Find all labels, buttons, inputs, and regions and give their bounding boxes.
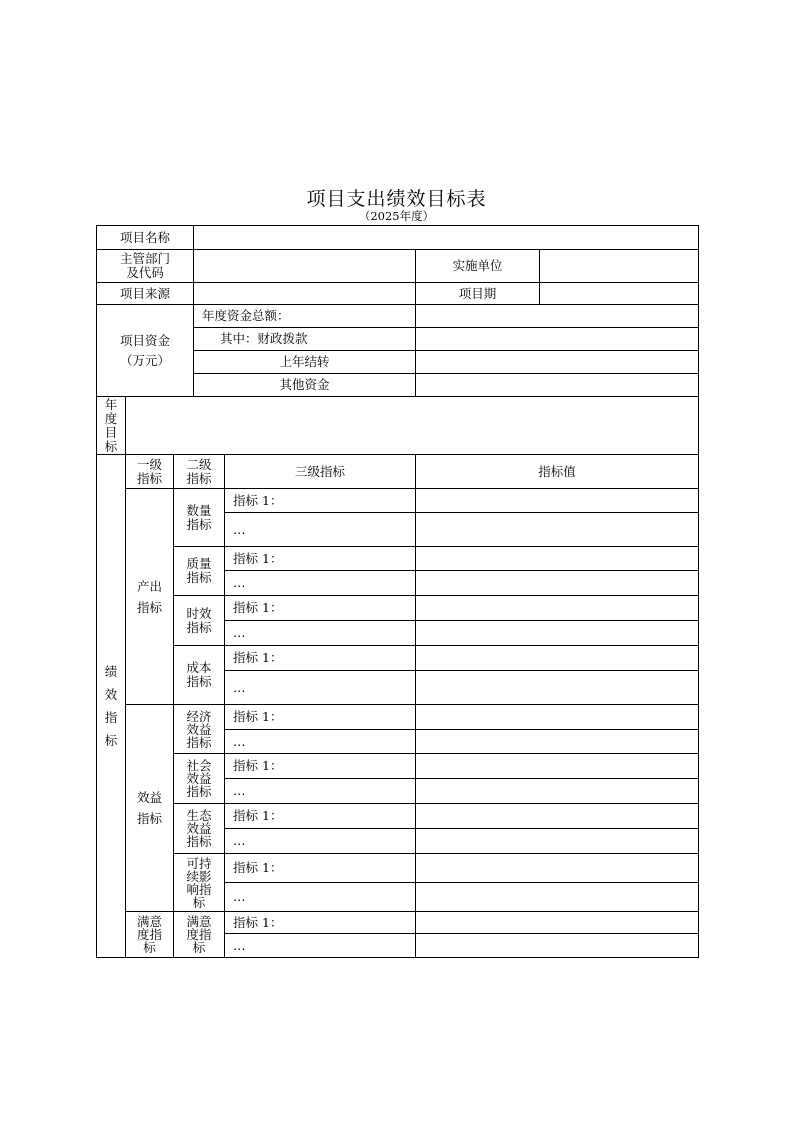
- annual-goal-char: 度: [104, 411, 118, 426]
- level2-header-line: 指标: [186, 470, 212, 486]
- indicator-value-cell[interactable]: [416, 779, 699, 804]
- indicator-value-cell[interactable]: [416, 804, 699, 829]
- dept-label-line2: 及代码: [126, 265, 164, 280]
- economic-label-line: 效益: [186, 721, 212, 737]
- indicator-value-cell[interactable]: [416, 596, 699, 621]
- indicator-ellipsis: …: [225, 621, 416, 646]
- satisfaction1-label-line: 满意: [136, 914, 162, 929]
- satisfaction-level1-label: [126, 912, 174, 958]
- annual-goal-label: [97, 397, 126, 455]
- quality-label-line: 指标: [186, 570, 212, 585]
- dept-label-line1: 主管部门: [120, 251, 171, 266]
- level3-header: 三级指标: [225, 455, 416, 489]
- quantity-indicator-label: [174, 489, 225, 547]
- perf-char: 效: [104, 687, 118, 702]
- social-label-line: 指标: [186, 784, 212, 799]
- indicator-value-cell[interactable]: [416, 854, 699, 883]
- indicator-item: 指标 1：: [225, 754, 416, 779]
- satisfaction2-label-line: 标: [192, 940, 206, 955]
- satisfaction2-label-line: 度指: [186, 927, 212, 942]
- satisfaction2-label-line: 满意: [186, 914, 212, 929]
- quality-indicator-label: [174, 547, 225, 596]
- benefit-label-line: 指标: [136, 811, 162, 826]
- indicator-item: 指标 1：: [225, 489, 416, 513]
- benefit-indicator-label: [126, 705, 174, 912]
- sustainable-label-line: 续影: [186, 868, 212, 884]
- economic-label-line: 经济: [186, 708, 212, 724]
- carryover-value[interactable]: [416, 351, 699, 374]
- funds-label-line1: 项目资金: [120, 332, 171, 348]
- cost-indicator-label: [174, 646, 225, 705]
- social-label-line: 社会: [186, 758, 212, 773]
- annual-goal-char: 标: [104, 439, 118, 454]
- indicator-item: 指标 1：: [225, 804, 416, 829]
- indicator-ellipsis: …: [225, 829, 416, 854]
- sustainable-label-line: 响指: [186, 881, 212, 897]
- source-label: 项目来源: [97, 283, 194, 305]
- economic-label-line: 指标: [186, 734, 212, 750]
- project-name-label: 项目名称: [97, 226, 194, 250]
- timeliness-indicator-label: [174, 596, 225, 646]
- quantity-label-line: 数量: [186, 502, 212, 518]
- level1-header: [126, 455, 174, 489]
- funds-label: [97, 305, 194, 397]
- indicator-value-cell[interactable]: [416, 829, 699, 854]
- output-indicator-label: [126, 489, 174, 705]
- other-funds-label: 其他资金: [194, 374, 416, 397]
- annual-goal-char: 目: [104, 425, 118, 440]
- source-value[interactable]: [194, 283, 416, 305]
- quality-label-line: 质量: [186, 556, 212, 571]
- quantity-label-line: 指标: [186, 516, 212, 532]
- indicator-item: 指标 1：: [225, 646, 416, 671]
- indicator-value-cell[interactable]: [416, 513, 699, 547]
- perf-char: 标: [104, 733, 118, 748]
- economic-indicator-label: [174, 705, 225, 754]
- impl-unit-value[interactable]: [540, 250, 699, 283]
- indicator-ellipsis: …: [225, 934, 416, 958]
- indicator-value-cell[interactable]: [416, 621, 699, 646]
- indicator-value-cell[interactable]: [416, 705, 699, 730]
- level1-header-line: 指标: [136, 470, 162, 486]
- indicator-ellipsis: …: [225, 571, 416, 596]
- funds-label-line2: （万元）: [120, 352, 171, 368]
- perf-char: 指: [104, 710, 118, 725]
- indicator-item: 指标 1：: [225, 547, 416, 571]
- carryover-label: 上年结转: [194, 351, 416, 374]
- performance-target-table: [96, 225, 699, 958]
- ecological-label-line: 生态: [186, 808, 212, 823]
- indicator-ellipsis: …: [225, 883, 416, 912]
- level2-header-line: 二级: [186, 456, 212, 472]
- social-indicator-label: [174, 754, 225, 804]
- benefit-label-line: 效益: [136, 790, 162, 805]
- ecological-label-line: 效益: [186, 821, 212, 836]
- indicator-ellipsis: …: [225, 779, 416, 804]
- indicator-value-cell[interactable]: [416, 730, 699, 754]
- indicator-value-cell[interactable]: [416, 934, 699, 958]
- indicator-value-cell[interactable]: [416, 912, 699, 934]
- other-funds-value[interactable]: [416, 374, 699, 397]
- page-subtitle: （2025年度）: [358, 209, 435, 223]
- social-label-line: 效益: [186, 771, 212, 786]
- project-name-value[interactable]: [194, 226, 699, 250]
- sustainable-label-line: 可持: [186, 855, 212, 871]
- timeliness-label-line: 指标: [186, 619, 212, 635]
- cost-label-line: 成本: [186, 660, 212, 675]
- satisfaction1-label-line: 标: [143, 940, 156, 955]
- satisfaction-level2-label: [174, 912, 225, 958]
- dept-label: [97, 250, 194, 283]
- ecological-indicator-label: [174, 804, 225, 854]
- level2-header: [174, 455, 225, 489]
- sustainable-label-line: 标: [192, 894, 206, 910]
- indicator-value-header: 指标值: [416, 455, 699, 489]
- indicator-value-cell[interactable]: [416, 754, 699, 779]
- satisfaction1-label-line: 度指: [136, 927, 162, 942]
- period-label: 项目期: [416, 283, 540, 305]
- period-value[interactable]: [540, 283, 699, 305]
- sustainable-indicator-label: [174, 854, 225, 912]
- indicator-value-cell[interactable]: [416, 547, 699, 571]
- indicator-ellipsis: …: [225, 513, 416, 547]
- indicator-item: 指标 1：: [225, 596, 416, 621]
- perf-char: 绩: [104, 664, 118, 679]
- indicator-value-cell[interactable]: [416, 571, 699, 596]
- page-title: 项目支出绩效目标表: [306, 188, 487, 210]
- cost-label-line: 指标: [186, 674, 212, 689]
- output-label-line: 指标: [136, 599, 162, 615]
- fiscal-funds-value[interactable]: [416, 328, 699, 351]
- indicator-item: 指标 1：: [225, 912, 416, 934]
- fiscal-funds-label: 其中：财政拨款: [194, 328, 416, 351]
- level1-header-line: 一级: [136, 456, 162, 472]
- output-label-line: 产出: [136, 578, 162, 594]
- indicator-value-cell[interactable]: [416, 646, 699, 671]
- indicator-item: 指标 1：: [225, 854, 416, 883]
- indicator-value-cell[interactable]: [416, 883, 699, 912]
- total-funds-label: 年度资金总额：: [194, 305, 416, 328]
- annual-goal-char: 年: [104, 397, 118, 412]
- indicator-item: 指标 1：: [225, 705, 416, 730]
- dept-value[interactable]: [194, 250, 416, 283]
- annual-goal-value[interactable]: [126, 397, 699, 455]
- indicator-ellipsis: …: [225, 671, 416, 705]
- performance-indicator-label: [97, 455, 126, 958]
- indicator-ellipsis: …: [225, 730, 416, 754]
- timeliness-label-line: 时效: [186, 605, 212, 621]
- total-funds-value[interactable]: [416, 305, 699, 328]
- indicator-value-cell[interactable]: [416, 671, 699, 705]
- impl-unit-label: 实施单位: [416, 250, 540, 283]
- indicator-value-cell[interactable]: [416, 489, 699, 513]
- ecological-label-line: 指标: [186, 834, 212, 849]
